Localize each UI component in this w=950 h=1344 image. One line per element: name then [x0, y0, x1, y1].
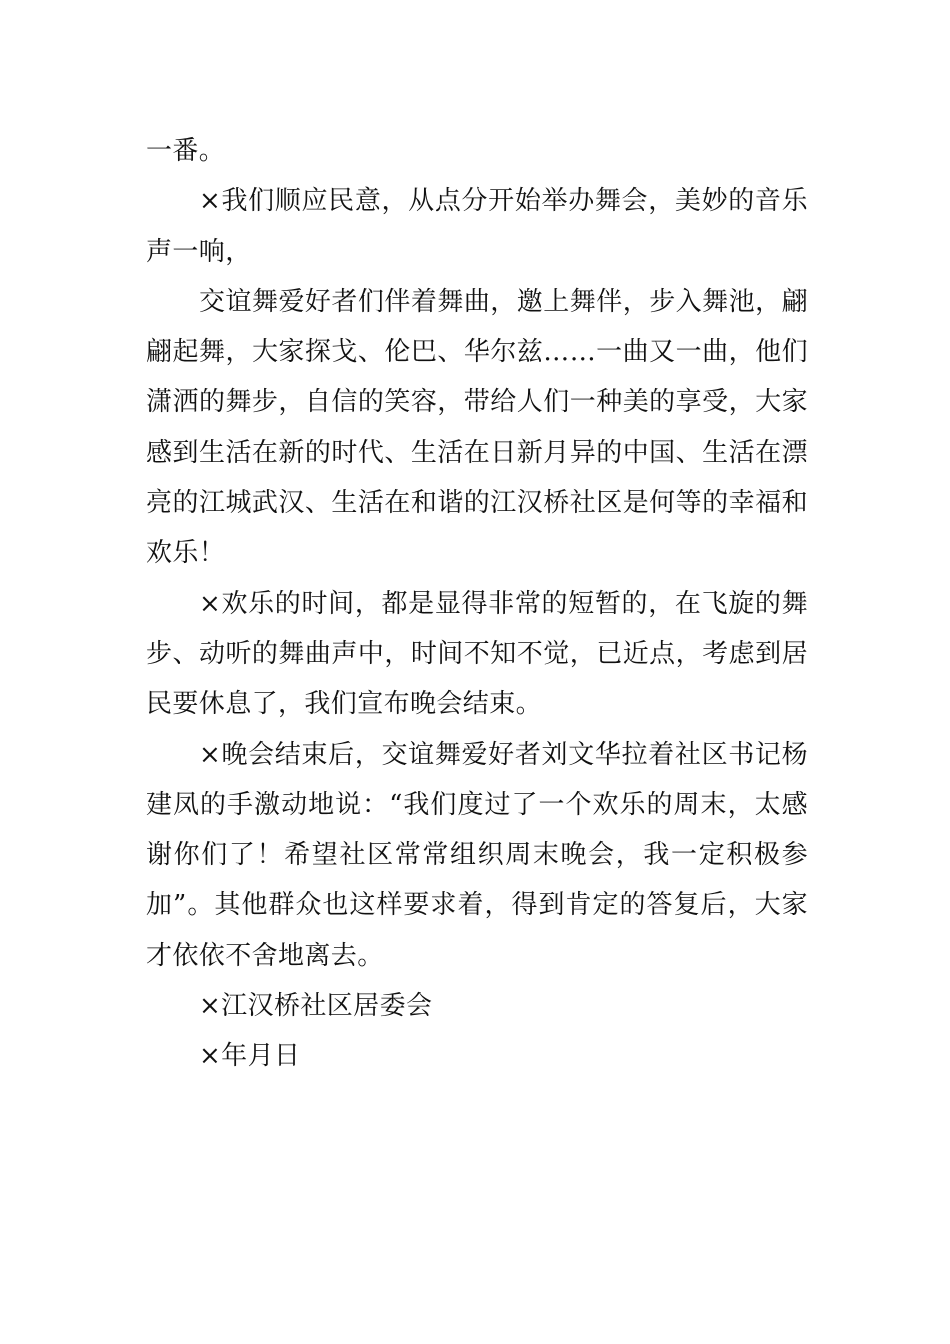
text-line: 才依依不舍地离去。	[146, 940, 384, 971]
text-line: 声一响，	[146, 236, 252, 267]
text-line: 建凤的手激动地说：“我们度过了一个欢乐的周末，太感	[146, 789, 808, 820]
text-line: 一番。	[146, 136, 226, 166]
text-line: 步、动听的舞曲声中，时间不知不觉，已近点，考虑到居	[146, 638, 808, 669]
text-line: 民要休息了，我们宣布晚会结束。	[146, 689, 543, 720]
text-line: 谢你们了！希望社区常常组织周末晚会，我一定积极参	[146, 840, 808, 871]
text-line: 感到生活在新的时代、生活在日新月异的中国、生活在漂	[146, 437, 808, 468]
text-line: ×我们顺应民意，从点分开始举办舞会，美妙的音乐	[199, 186, 808, 217]
text-line: 潇洒的舞步，自信的笑容，带给人们一种美的享受，大家	[146, 387, 808, 418]
text-line: 加”。其他群众也这样要求着，得到肯定的答复后，大家	[146, 890, 808, 921]
text-line: ×晚会结束后，交谊舞爱好者刘文华拉着社区书记杨	[199, 739, 808, 770]
text-line: 欢乐！	[146, 538, 226, 569]
text-line: 交谊舞爱好者们伴着舞曲，邀上舞伴，步入舞池，翩	[199, 286, 808, 317]
text-line: ×欢乐的时间，都是显得非常的短暂的，在飞旋的舞	[199, 588, 808, 619]
text-line: ×年月日	[199, 1041, 301, 1072]
text-line: ×江汉桥社区居委会	[199, 991, 433, 1022]
text-line: 翩起舞，大家探戈、伦巴、华尔兹……一曲又一曲，他们	[146, 337, 808, 368]
document-body	[146, 126, 808, 1082]
text-line: 亮的江城武汉、生活在和谐的江汉桥社区是何等的幸福和	[146, 488, 808, 519]
